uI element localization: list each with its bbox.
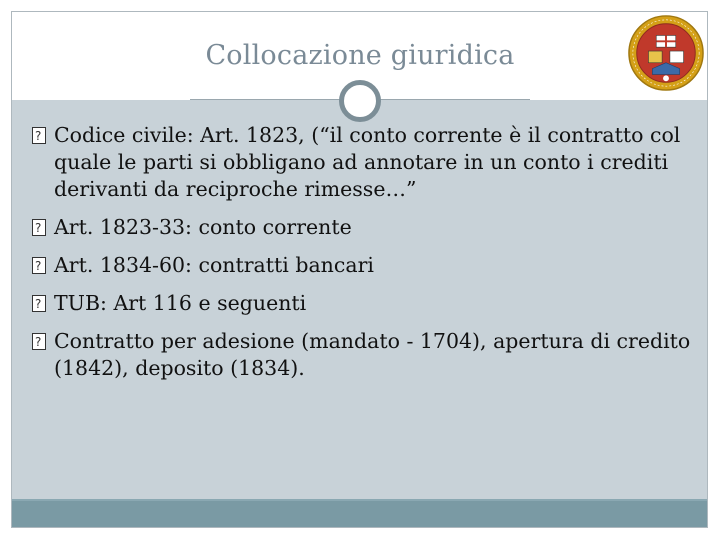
bullet-item: [32, 290, 694, 317]
missing-glyph-bullet-icon: [32, 333, 46, 350]
bullet-item: [32, 122, 694, 203]
ring-ornament-icon: [339, 80, 381, 122]
bullet-item: [32, 328, 694, 382]
bullet-item: [32, 214, 694, 241]
missing-glyph-bullet-icon: [32, 295, 46, 312]
bullet-text: TUB: Art 116 e seguenti: [54, 291, 307, 315]
bullet-text: Contratto per adesione (mandato - 1704), apertura di credito (1842), deposito (1834).: [54, 329, 691, 380]
missing-glyph-bullet-icon: [32, 257, 46, 274]
bullet-text: Art. 1834-60: contratti bancari: [54, 253, 374, 277]
missing-glyph-bullet-icon: [32, 127, 46, 144]
slide-title: Collocazione giuridica: [205, 40, 515, 71]
missing-glyph-bullet-icon: [32, 219, 46, 236]
footer-line: [12, 499, 707, 501]
bullet-item: [32, 252, 694, 279]
footer-bar: [12, 499, 707, 527]
bullet-text: Art. 1823-33: conto corrente: [54, 215, 352, 239]
bullet-list: [32, 122, 694, 393]
university-seal-icon: [627, 14, 705, 92]
bullet-text: Codice civile: Art. 1823, (“il conto corrente è il contratto col quale le parti si obbligano ad annotare in un conto i crediti derivanti da reciproche rimesse…”: [54, 123, 681, 201]
